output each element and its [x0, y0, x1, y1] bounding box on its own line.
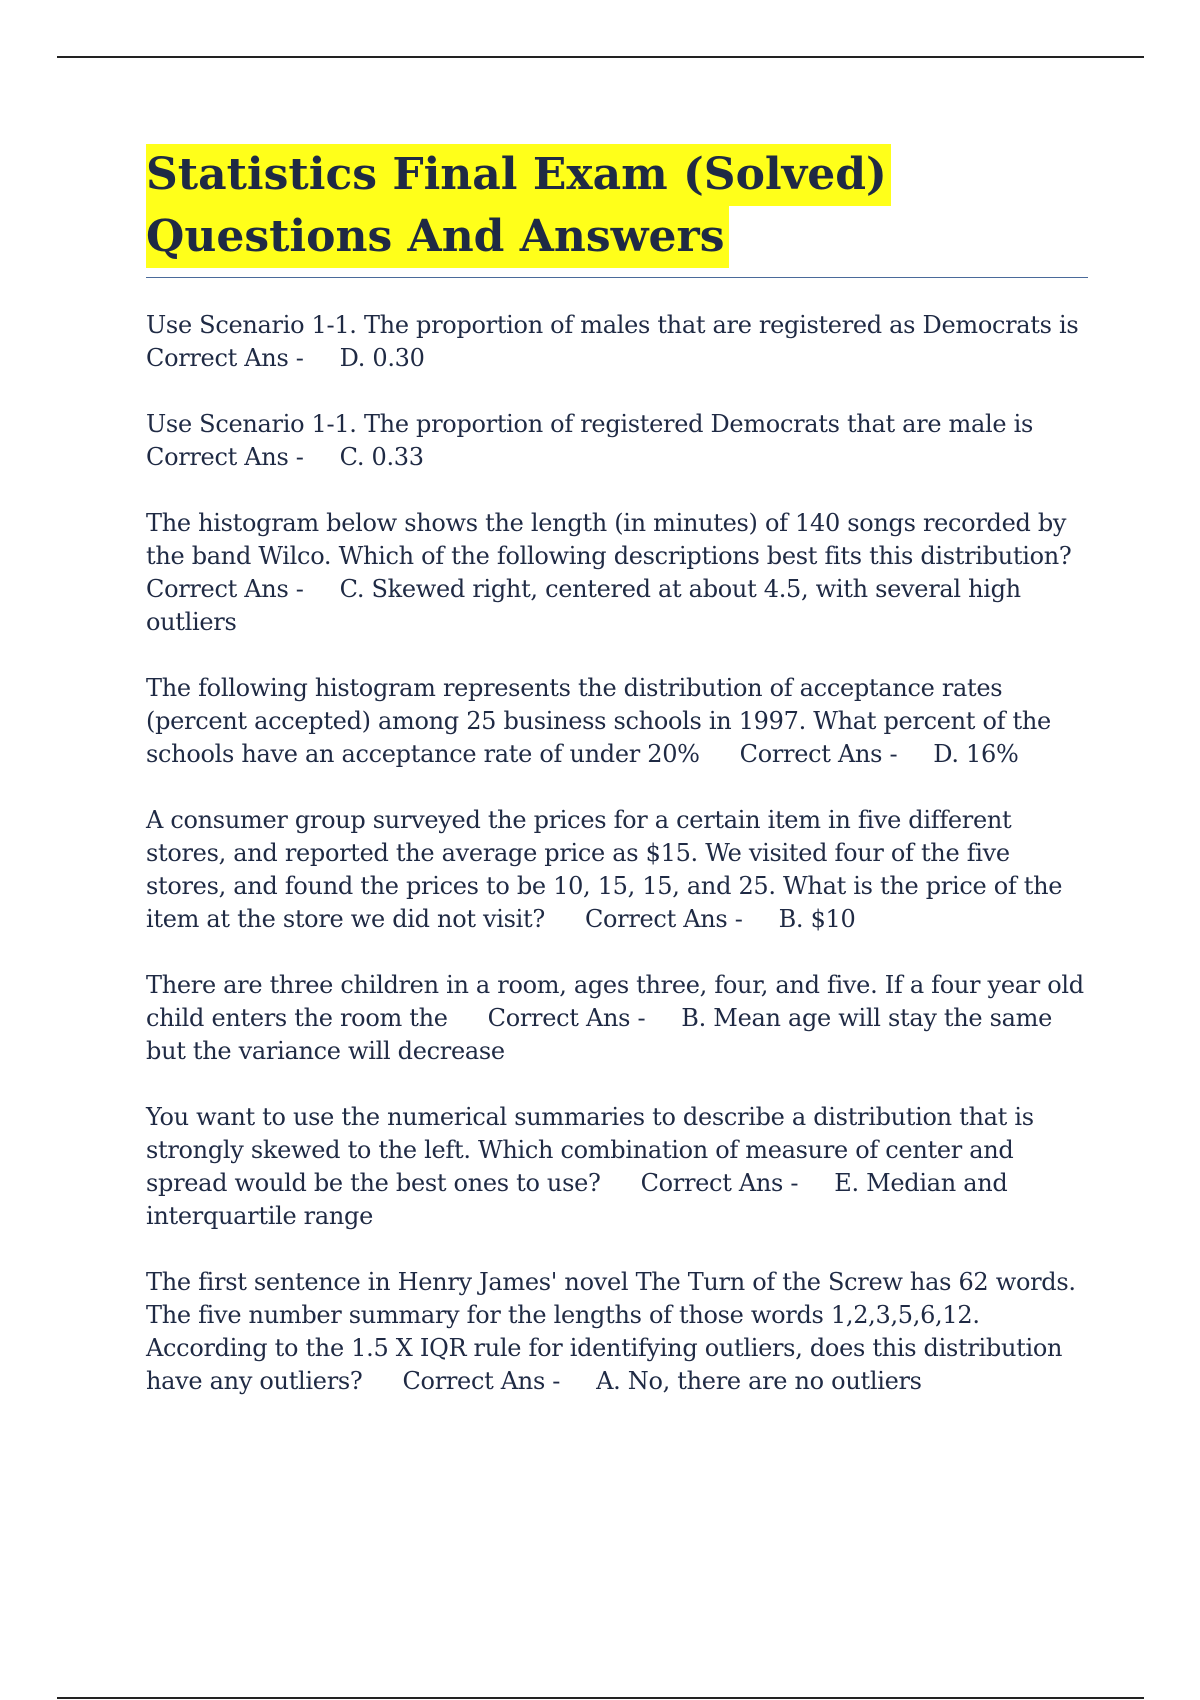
answer-text: D. 0.30	[339, 344, 425, 372]
page-bottom-rule	[57, 1697, 1144, 1699]
qa-item-5	[146, 804, 1086, 936]
qa-item-8	[146, 1266, 1086, 1398]
question-text: The first sentence in Henry James' novel The Turn of the Screw has 62 words. The five number summary for the lengths of those words 1,2,3,5,6,12. According to the 1.5 X IQR rule for identifying outliers, does this distribution have any outliers?	[146, 1268, 1076, 1395]
answer-text: C. 0.33	[339, 443, 424, 471]
question-text: The histogram below shows the length (in minutes) of 140 songs recorded by the band Wilco. Which of the following descriptions best fits this distribution?	[146, 509, 1072, 570]
answer-label: Correct Ans -	[584, 905, 743, 933]
answer-label: Correct Ans -	[640, 1169, 799, 1197]
answer-text: A. No, there are no outliers	[596, 1367, 922, 1395]
answer-text: C. Skewed right, centered at about 4.5, with several high outliers	[146, 575, 1021, 636]
answer-text: E. Median and interquartile range	[146, 1169, 1008, 1230]
answer-text: B. Mean age will stay the same but the variance will decrease	[146, 1004, 1053, 1065]
question-text: Use Scenario 1-1. The proportion of registered Democrats that are male is	[146, 410, 1034, 438]
answer-label: Correct Ans -	[146, 575, 304, 603]
answer-label: Correct Ans -	[487, 1004, 646, 1032]
question-text: A consumer group surveyed the prices for a certain item in five different stores, and reported the average price as $15. We visited four of the five stores, and found the prices to be 10, 15, 15, and 25. What is the price of the item at the store we did not visit?	[146, 806, 1063, 933]
qa-item-3	[146, 507, 1086, 639]
qa-item-1	[146, 309, 1086, 375]
qa-item-7	[146, 1101, 1086, 1233]
document-title	[146, 144, 1086, 268]
qa-list	[146, 309, 1086, 1431]
question-text: You want to use the numerical summaries to describe a distribution that is strongly skewed to the left. Which combination of measure of center and spread would be the best ones to use?	[146, 1103, 1034, 1197]
title-line-1: Statistics Final Exam (Solved)	[146, 144, 891, 206]
title-underline	[146, 277, 1088, 278]
question-text: Use Scenario 1-1. The proportion of males that are registered as Democrats is	[146, 311, 1079, 339]
qa-item-4	[146, 672, 1086, 771]
answer-label: Correct Ans -	[146, 344, 304, 372]
answer-label: Correct Ans -	[739, 740, 898, 768]
qa-item-2	[146, 408, 1086, 474]
answer-text: D. 16%	[933, 740, 1019, 768]
answer-label: Correct Ans -	[402, 1367, 561, 1395]
page-top-rule	[57, 56, 1144, 58]
answer-text: B. $10	[778, 905, 856, 933]
qa-item-6	[146, 969, 1086, 1068]
question-text: There are three children in a room, ages three, four, and five. If a four year old child enters the room the	[146, 971, 1084, 1032]
answer-label: Correct Ans -	[146, 443, 304, 471]
title-line-2: Questions And Answers	[146, 206, 729, 268]
question-text: The following histogram represents the distribution of acceptance rates (percent accepted) among 25 business schools in 1997. What percent of the schools have an acceptance rate of under 20%	[146, 674, 1051, 768]
